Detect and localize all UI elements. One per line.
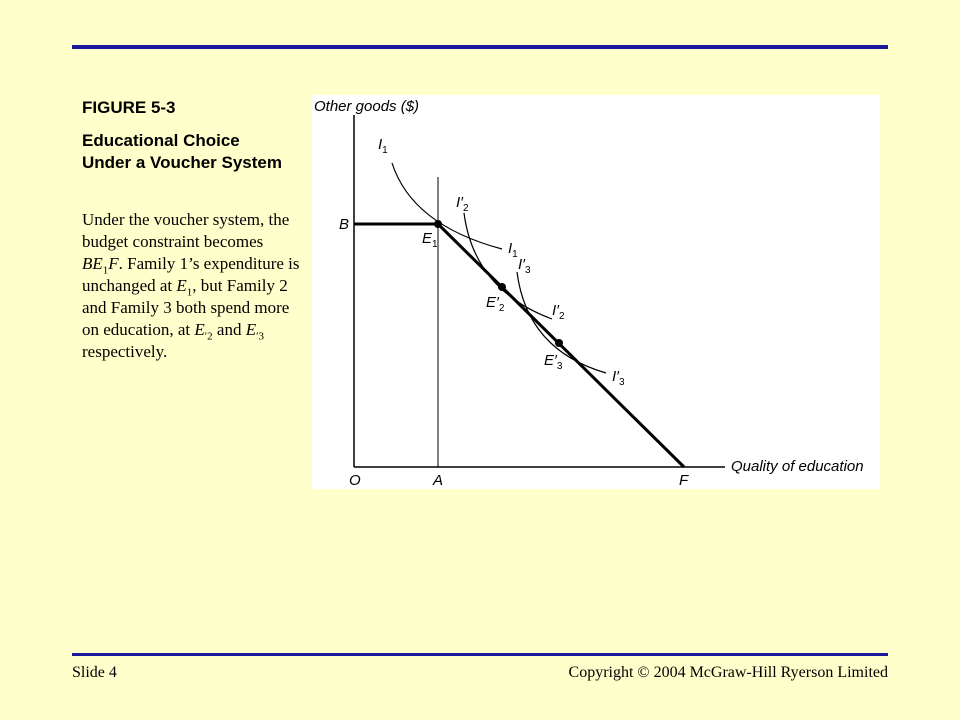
curve-i1-end-label: $I_1$ <box>508 240 518 260</box>
point-e3-label: $E'_3$ <box>544 352 563 372</box>
indifference-curve-i3 <box>517 272 606 373</box>
figure-caption <box>82 209 304 363</box>
caption-text-4: and <box>212 320 246 339</box>
curve-i2-top-label: $I'_2$ <box>456 194 469 214</box>
curve-i3-end-label: $I'_3$ <box>612 368 625 388</box>
point-e2-label: $E'_2$ <box>486 294 505 314</box>
figure-title: Educational Choice Under a Voucher System <box>82 131 282 172</box>
indifference-curve-i1 <box>392 163 502 249</box>
curve-i3-top-label: $I'_3$ <box>518 256 531 276</box>
caption-text-1: Under the voucher system, the budget constraint becomes <box>82 210 290 251</box>
caption-text-3: , but Family 2 and Family 3 both spend more on education, at <box>82 276 290 339</box>
caption-text-2: . Family 1’s expenditure is unchanged at <box>82 254 300 295</box>
point-f-label: F <box>679 472 689 489</box>
caption-e3: E <box>245 320 257 339</box>
point-a-label: A <box>433 472 444 489</box>
indifference-curve-i2 <box>464 213 552 319</box>
caption-text-5: respectively. <box>82 342 168 361</box>
point-e1-label: $E_1$ <box>422 230 438 250</box>
origin-label: O <box>349 472 361 489</box>
y-axis-label: Other goods ($) <box>314 98 420 115</box>
curve-i1-top-label: $I_1$ <box>378 136 388 156</box>
point-e3 <box>555 339 563 347</box>
caption-e1: E <box>176 276 187 295</box>
figure-label: FIGURE 5-3 <box>82 98 176 117</box>
bottom-rule <box>72 653 888 656</box>
caption-f: F <box>108 254 119 273</box>
curve-i2-end-label: $I'_2$ <box>552 302 565 322</box>
copyright-notice: Copyright © 2004 McGraw-Hill Ryerson Limited <box>568 664 888 681</box>
caption-e3-sub: ′3 <box>256 330 264 343</box>
point-b-label: B <box>339 216 350 233</box>
voucher-diagram <box>312 95 880 489</box>
caption-e2: E <box>194 320 205 339</box>
point-e1 <box>434 220 442 228</box>
point-e2 <box>498 283 506 291</box>
x-axis-label: Quality of education <box>731 458 864 475</box>
caption-be: BE <box>82 254 103 273</box>
diagram-panel <box>312 95 880 489</box>
caption-be-sub: 1 <box>102 264 109 277</box>
top-rule <box>72 45 888 49</box>
caption-e1-sub: 1 <box>186 286 193 299</box>
caption-e2-sub: ′2 <box>204 330 213 343</box>
slide-number: Slide 4 <box>72 664 117 681</box>
